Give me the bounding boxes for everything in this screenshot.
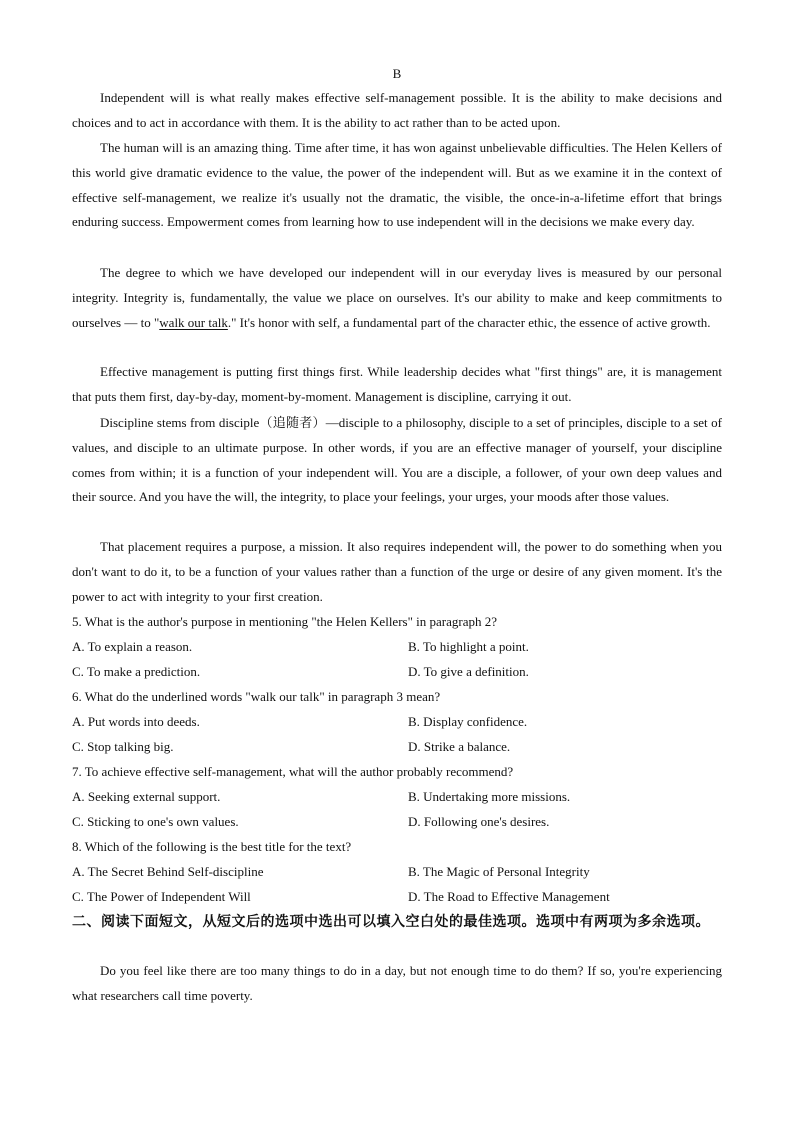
passage-paragraph-6: That placement requires a purpose, a mission. It also requires independent will, the power to do something when you don't want to do it, to be a function of your values rather than a function of the urge or desire of any given moment. It's the power to act with integrity to your first creation.	[72, 539, 722, 604]
underlined-phrase: walk our talk	[159, 314, 228, 330]
question-6-option-b[interactable]: B. Display confidence.	[408, 714, 528, 729]
question-7-option-b[interactable]: B. Undertaking more missions.	[408, 789, 571, 804]
question-6-stem: 6. What do the underlined words "walk our talk" in paragraph 3 mean?	[72, 689, 441, 704]
question-5-option-b[interactable]: B. To highlight a point.	[408, 639, 529, 654]
question-6-option-c[interactable]: C. Stop talking big.	[72, 739, 174, 754]
section-two-intro-paragraph: Do you feel like there are too many things to do in a day, but not enough time to do them? If so, you're experiencing what researchers call time poverty.	[72, 963, 722, 1003]
question-7-option-d[interactable]: D. Following one's desires.	[408, 814, 550, 829]
question-8-option-a[interactable]: A. The Secret Behind Self-discipline	[72, 864, 264, 879]
passage-paragraph-1: Independent will is what really makes effective self-management possible. It is the ability to make decisions and choices and to act in accordance with them. It is the ability to act rather than to be acted upon.	[72, 90, 722, 130]
question-5-option-d[interactable]: D. To give a definition.	[408, 664, 529, 679]
question-8-stem: 8. Which of the following is the best title for the text?	[72, 839, 352, 854]
section-two-instructions: 二、阅读下面短文，从短文后的选项中选出可以填入空白处的最佳选项。选项中有两项为多余选项。	[72, 914, 710, 930]
paragraph-3-text-before: The degree to which we have developed our independent will in our everyday lives is measured by our personal integrity. Integrity is, fundamentally, the value we place on ourselves. It's our ability to make and keep commitments to ourselves — to "	[72, 265, 722, 330]
question-7-stem: 7. To achieve effective self-management, what will the author probably recommend?	[72, 764, 514, 779]
passage-paragraph-3	[72, 261, 722, 335]
passage-paragraph-2: The human will is an amazing thing. Time after time, it has won against unbelievable difficulties. The Helen Kellers of this world give dramatic evidence to the value, the power of the independent will. But as we examine it in the context of effective self-management, we realize it's usually not the dramatic, the visible, the once-in-a-lifetime effort that brings enduring success. Empowerment comes from learning how to use independent will in the decisions we make every day.	[72, 140, 722, 230]
paragraph-3-text-after: ." It's honor with self, a fundamental part of the character ethic, the essence of active growth.	[227, 314, 711, 330]
passage-label: B	[392, 66, 402, 81]
question-6-option-a[interactable]: A. Put words into deeds.	[72, 714, 200, 729]
question-8-option-b[interactable]: B. The Magic of Personal Integrity	[408, 864, 590, 879]
question-7-option-a[interactable]: A. Seeking external support.	[72, 789, 221, 804]
question-5-stem: 5. What is the author's purpose in mentioning "the Helen Kellers" in paragraph 2?	[72, 614, 497, 629]
passage-paragraph-5: Discipline stems from disciple（追随者）—disciple to a philosophy, disciple to a set of principles, disciple to a set of values, and disciple to an ultimate purpose. In other words, if you are an effective manager of yourself, your discipline comes from within; it is a function of your independent will. You are a disciple, a follower, of your own deep values and their source. And you have the will, the integrity, to place your feelings, your urges, your moods after those values.	[72, 415, 722, 505]
passage-paragraph-4: Effective management is putting first things first. While leadership decides what "first things" are, it is management that puts them first, day-by-day, moment-by-moment. Management is discipline, carrying it out.	[72, 364, 722, 404]
question-5-option-a[interactable]: A. To explain a reason.	[72, 639, 193, 654]
question-6-option-d[interactable]: D. Strike a balance.	[408, 739, 511, 754]
question-8-option-c[interactable]: C. The Power of Independent Will	[72, 889, 251, 904]
question-5-option-c[interactable]: C. To make a prediction.	[72, 664, 201, 679]
question-7-option-c[interactable]: C. Sticking to one's own values.	[72, 814, 239, 829]
question-8-option-d[interactable]: D. The Road to Effective Management	[408, 889, 610, 904]
